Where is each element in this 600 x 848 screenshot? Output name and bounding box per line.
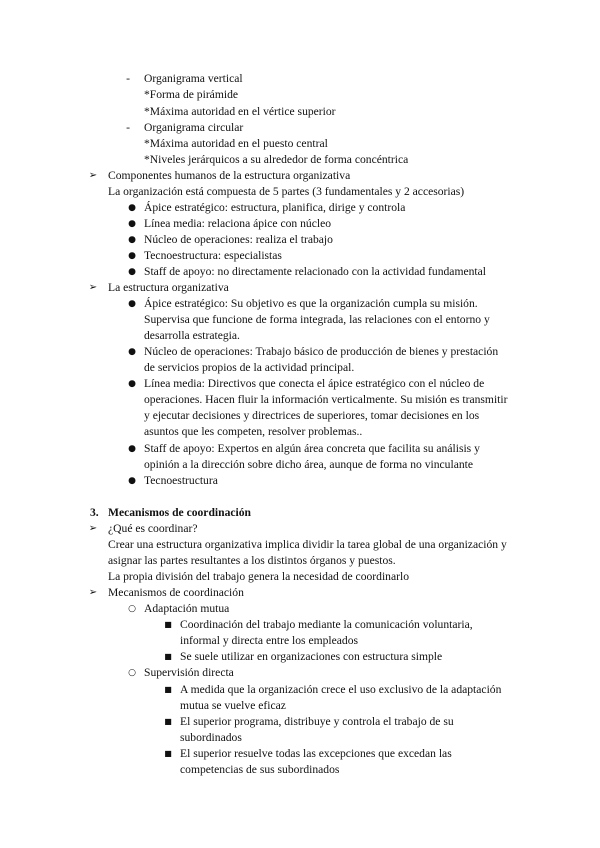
dot-bullet-icon: ●: [128, 299, 136, 309]
section-number: 3.: [90, 506, 99, 519]
question-text: asignar las partes resultantes a los distintos órganos y puestos.: [108, 554, 396, 567]
linea-media-line: asuntos que les competen, resolver problemas..: [144, 425, 363, 438]
linea-media-line: y ejecutar decisiones y directrices de superiores, tomar decisiones en los: [144, 409, 480, 422]
supervision-item-line: A medida que la organización crece el uso exclusivo de la adaptación: [180, 683, 502, 696]
adaptacion-item-line: Se suele utilizar en organizaciones con estructura simple: [180, 650, 443, 663]
adaptacion-item-line: Coordinación del trabajo mediante la comunicación voluntaria,: [180, 618, 473, 631]
dot-bullet-icon: ●: [128, 444, 136, 454]
arrow-bullet-icon: ➢: [88, 170, 98, 181]
square-bullet-icon: ■: [164, 717, 172, 726]
organigrama-vertical: Organigrama vertical: [144, 72, 243, 85]
staff-line: opinión a la dirección sobre dicho área, aunque de forma no vinculante: [144, 458, 474, 471]
mecanismos-heading: Mecanismos de coordinación: [108, 586, 244, 599]
componentes-intro: La organización está compuesta de 5 partes (3 fundamentales y 2 accesorias): [108, 185, 465, 198]
componente-item: Staff de apoyo: no directamente relacionado con la actividad fundamental: [144, 265, 486, 278]
dot-bullet-icon: ●: [128, 267, 136, 277]
circle-bullet-icon: ○: [128, 604, 136, 614]
circular-note-2: *Niveles jerárquicos a su alrededor de forma concéntrica: [144, 153, 409, 166]
componente-item: Línea media: relaciona ápice con núcleo: [144, 217, 332, 230]
square-bullet-icon: ■: [164, 685, 172, 694]
componente-item: Núcleo de operaciones: realiza el trabajo: [144, 233, 333, 246]
nucleo-line: de servicios propios de la actividad principal.: [144, 361, 355, 374]
tecnoestructura-line: Tecnoestructura: [144, 474, 218, 487]
nucleo-line: Núcleo de operaciones: Trabajo básico de producción de bienes y prestación: [144, 345, 499, 358]
vertical-note-2: *Máxima autoridad en el vértice superior: [144, 105, 336, 118]
section-title: Mecanismos de coordinación: [108, 506, 251, 519]
question-text: Crear una estructura organizativa implica dividir la tarea global de una organización y: [108, 538, 507, 551]
staff-line: Staff de apoyo: Expertos en algún área concreta que facilita su análisis y: [144, 442, 480, 455]
square-bullet-icon: ■: [164, 749, 172, 758]
dot-bullet-icon: ●: [128, 235, 136, 245]
linea-media-line: Línea media: Directivos que conecta el ápice estratégico con el núcleo de: [144, 377, 485, 390]
circular-note-1: *Máxima autoridad en el puesto central: [144, 137, 328, 150]
componente-item: Ápice estratégico: estructura, planifica, dirige y controla: [144, 201, 406, 214]
arrow-bullet-icon: ➢: [88, 587, 98, 598]
dash-marker: -: [126, 121, 130, 134]
linea-media-line: operaciones. Hacen fluir la información verticalmente. Su misión es transmitir: [144, 393, 508, 406]
dot-bullet-icon: ●: [128, 476, 136, 486]
supervision-title: Supervisión directa: [144, 666, 234, 679]
adaptacion-title: Adaptación mutua: [144, 602, 230, 615]
square-bullet-icon: ■: [164, 620, 172, 629]
dot-bullet-icon: ●: [128, 203, 136, 213]
apice-line: Supervisa que funcione de forma integrada, las relaciones con el entorno y: [144, 313, 490, 326]
dot-bullet-icon: ●: [128, 219, 136, 229]
square-bullet-icon: ■: [164, 652, 172, 661]
supervision-item-line: El superior programa, distribuye y controla el trabajo de su: [180, 715, 454, 728]
supervision-item-line: subordinados: [180, 731, 242, 744]
supervision-item-line: mutua se vuelve eficaz: [180, 699, 286, 712]
supervision-item-line: El superior resuelve todas las excepciones que excedan las: [180, 747, 452, 760]
supervision-item-line: competencias de sus subordinados: [180, 763, 340, 776]
apice-line: Ápice estratégico: Su objetivo es que la organización cumpla su misión.: [144, 297, 478, 310]
dot-bullet-icon: ●: [128, 347, 136, 357]
vertical-note-1: *Forma de pirámide: [144, 88, 239, 101]
componente-item: Tecnoestructura: especialistas: [144, 249, 282, 262]
estructura-heading: La estructura organizativa: [108, 281, 229, 294]
organigrama-circular: Organigrama circular: [144, 121, 244, 134]
apice-line: desarrolla estrategia.: [144, 329, 240, 342]
dot-bullet-icon: ●: [128, 379, 136, 389]
dash-marker: -: [126, 72, 130, 85]
arrow-bullet-icon: ➢: [88, 282, 98, 293]
circle-bullet-icon: ○: [128, 668, 136, 678]
question-heading: ¿Qué es coordinar?: [108, 522, 198, 535]
question-text: La propia división del trabajo genera la necesidad de coordinarlo: [108, 570, 409, 583]
componentes-heading: Componentes humanos de la estructura organizativa: [108, 169, 351, 182]
arrow-bullet-icon: ➢: [88, 523, 98, 534]
adaptacion-item-line: informal y directa entre los empleados: [180, 634, 359, 647]
dot-bullet-icon: ●: [128, 251, 136, 261]
